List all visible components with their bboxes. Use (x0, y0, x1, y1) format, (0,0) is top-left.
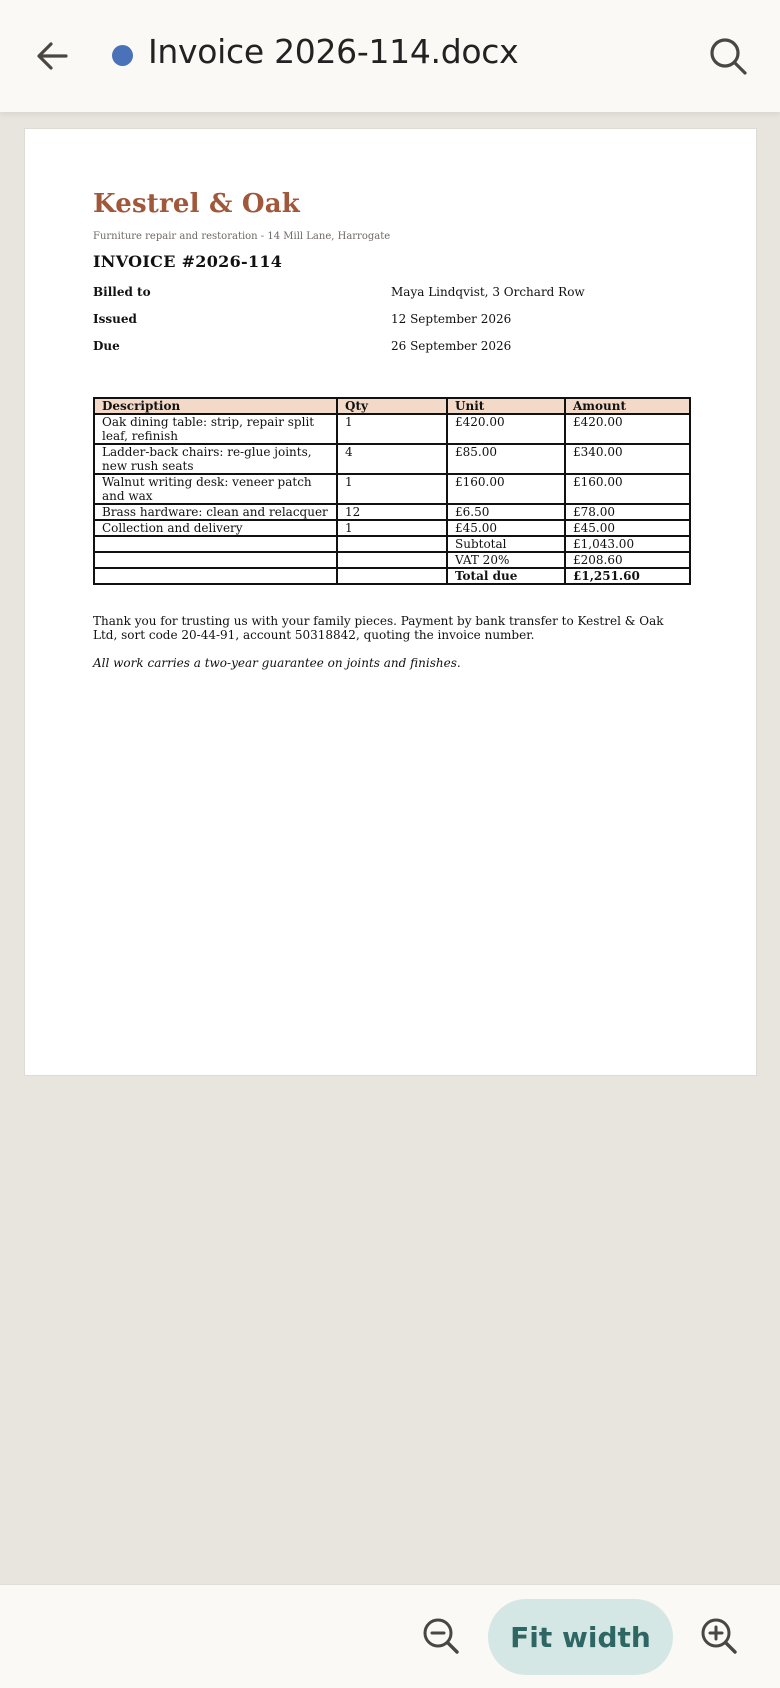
table-header-row (94, 398, 690, 414)
invoice-items-table (93, 397, 691, 585)
document-title: Invoice 2026-114.docx (148, 32, 519, 71)
cell-description: Collection and delivery (94, 520, 337, 536)
subtotal-value: £1,043.00 (565, 536, 690, 552)
empty-cell (337, 568, 447, 584)
guarantee-note: All work carries a two-year guarantee on joints and finishes. (93, 656, 461, 670)
table-row (94, 414, 690, 444)
status-dot (112, 45, 133, 66)
vat-row (94, 552, 690, 568)
cell-qty: 4 (337, 444, 447, 474)
cell-unit: £45.00 (447, 520, 565, 536)
zoom-out-button[interactable] (412, 1607, 470, 1665)
table-row (94, 444, 690, 474)
empty-cell (337, 552, 447, 568)
table-row (94, 474, 690, 504)
cell-qty: 1 (337, 414, 447, 444)
cell-amount: £340.00 (565, 444, 690, 474)
meta-row-billed-to (93, 285, 689, 312)
vat-value: £208.60 (565, 552, 690, 568)
subtotal-label: Subtotal (447, 536, 565, 552)
empty-cell (337, 536, 447, 552)
empty-cell (94, 536, 337, 552)
company-tagline: Furniture repair and restoration - 14 Mill Lane, Harrogate (93, 231, 391, 242)
search-button[interactable] (698, 24, 758, 88)
empty-cell (94, 552, 337, 568)
cell-qty: 1 (337, 520, 447, 536)
document-page[interactable] (24, 128, 757, 1076)
cell-unit: £420.00 (447, 414, 565, 444)
invoice-title: INVOICE #2026-114 (93, 252, 283, 271)
fit-width-button[interactable]: Fit width (488, 1599, 673, 1675)
meta-value: Maya Lindqvist, 3 Orchard Row (391, 285, 585, 299)
cell-description: Brass hardware: clean and relacquer (94, 504, 337, 520)
top-app-bar (0, 0, 780, 112)
cell-qty: 12 (337, 504, 447, 520)
cell-amount: £160.00 (565, 474, 690, 504)
arrow-left-icon (32, 36, 72, 76)
meta-label: Issued (93, 312, 137, 326)
company-name: Kestrel & Oak (93, 189, 301, 219)
meta-value: 12 September 2026 (391, 312, 512, 326)
empty-cell (94, 568, 337, 584)
cell-description: Ladder-back chairs: re-glue joints, new rush seats (94, 444, 337, 474)
cell-unit: £85.00 (447, 444, 565, 474)
meta-row-due (93, 339, 689, 366)
cell-unit: £6.50 (447, 504, 565, 520)
column-header: Qty (337, 398, 447, 414)
cell-qty: 1 (337, 474, 447, 504)
table-row (94, 520, 690, 536)
bottom-zoom-bar (0, 1584, 780, 1688)
column-header: Description (94, 398, 337, 414)
payment-notes: Thank you for trusting us with your family pieces. Payment by bank transfer to Kestrel & Oak Ltd, sort code 20-44-91, account 50318842, quoting the invoice number. (93, 614, 664, 642)
cell-amount: £45.00 (565, 520, 690, 536)
column-header: Amount (565, 398, 690, 414)
cell-description: Walnut writing desk: veneer patch and wax (94, 474, 337, 504)
subtotal-row (94, 536, 690, 552)
table-row (94, 504, 690, 520)
back-button[interactable] (22, 24, 82, 88)
cell-amount: £420.00 (565, 414, 690, 444)
cell-unit: £160.00 (447, 474, 565, 504)
total-value: £1,251.60 (565, 568, 690, 584)
zoom-in-button[interactable] (690, 1607, 748, 1665)
total-label: Total due (447, 568, 565, 584)
zoom-in-icon (699, 1616, 739, 1656)
meta-value: 26 September 2026 (391, 339, 512, 353)
total-row (94, 568, 690, 584)
meta-label: Billed to (93, 285, 151, 299)
meta-label: Due (93, 339, 120, 353)
search-icon (707, 35, 749, 77)
zoom-out-icon (421, 1616, 461, 1656)
cell-description: Oak dining table: strip, repair split leaf, refinish (94, 414, 337, 444)
page-content (93, 189, 689, 670)
cell-amount: £78.00 (565, 504, 690, 520)
invoice-meta (93, 285, 689, 366)
column-header: Unit (447, 398, 565, 414)
vat-label: VAT 20% (447, 552, 565, 568)
meta-row-issued (93, 312, 689, 339)
